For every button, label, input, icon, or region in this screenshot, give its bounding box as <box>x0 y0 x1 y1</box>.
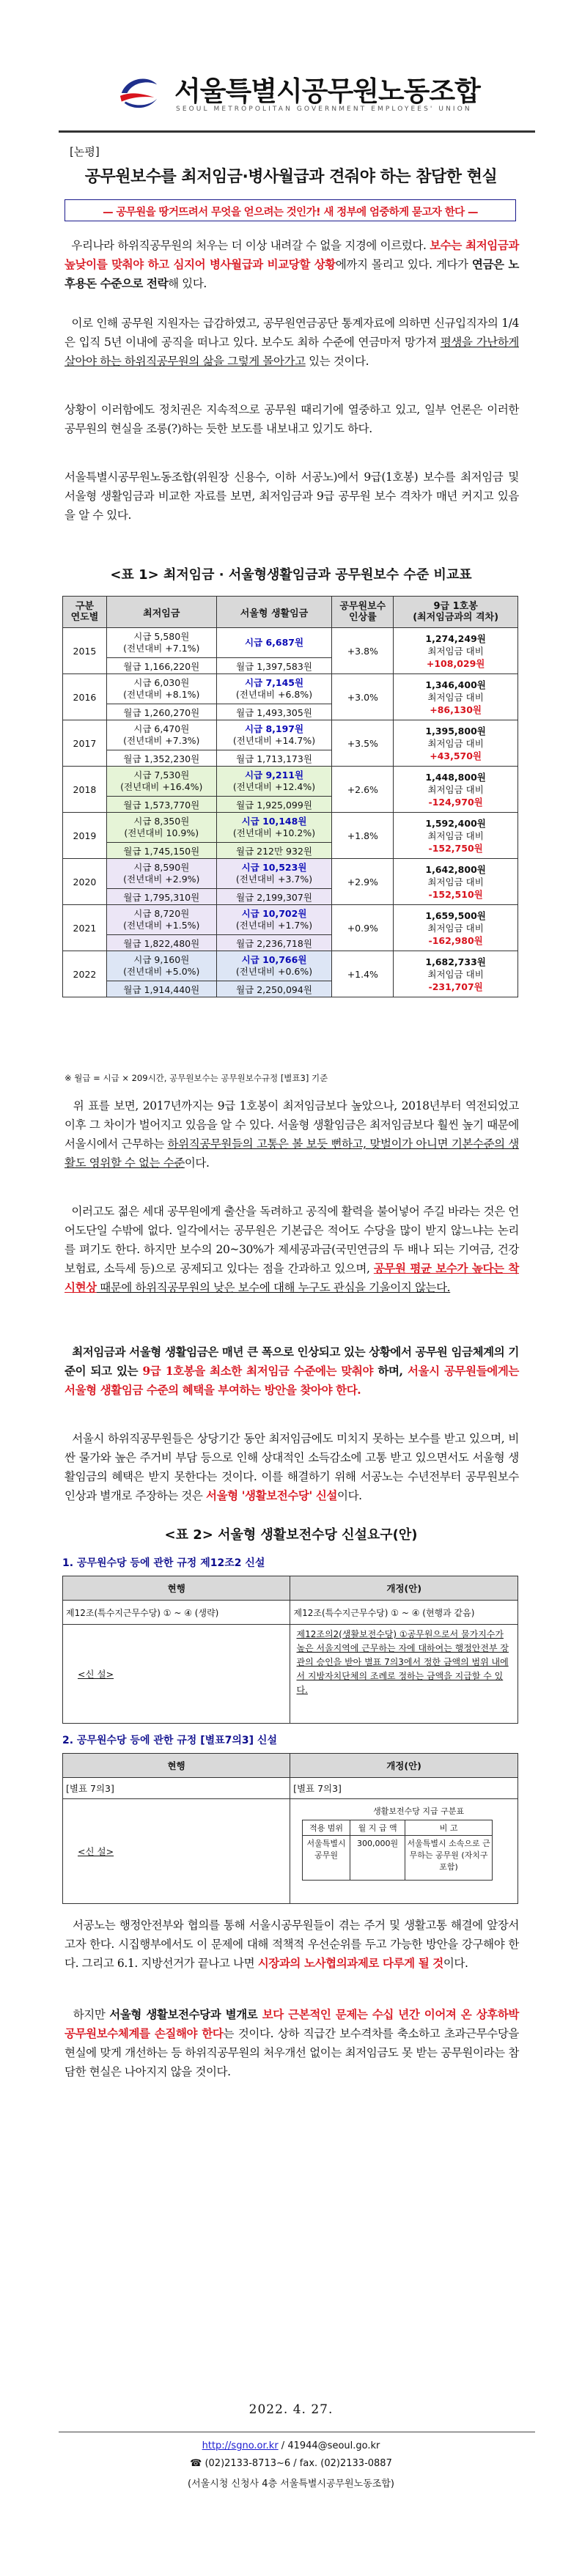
cell-year: 2018 <box>63 767 107 813</box>
table-row <box>63 951 518 981</box>
cell-year: 2021 <box>63 905 107 951</box>
cell-raise-rate: +2.9% <box>332 859 394 905</box>
cell-raise-rate: +0.9% <box>332 905 394 951</box>
allowance-table-title: 생활보전수당 지급 구분표 <box>373 1806 464 1816</box>
row3-current: [별표 7의3] <box>63 1778 290 1799</box>
cell-grade9: 1,395,800원 최저임금 대비 +43,570원 <box>394 720 518 767</box>
cell-grade9: 1,274,249원 최저임금 대비 +108,029원 <box>394 628 518 674</box>
table-row <box>63 859 518 889</box>
cell-seoul-monthly: 월급 2,199,307원 <box>216 889 332 905</box>
cell-year: 2022 <box>63 951 107 997</box>
cell-raise-rate: +3.0% <box>332 674 394 720</box>
cell-raise-rate: +1.8% <box>332 813 394 859</box>
row3-proposed: [별표 7의3] <box>290 1778 518 1799</box>
row4-proposed <box>290 1799 518 1904</box>
org-english-name: SEOUL METROPOLITAN GOVERNMENT EMPLOYEES' UNION <box>176 106 472 113</box>
cell-min-hourly: 시급 8,720원 (전년대비 +1.5%) <box>106 905 216 935</box>
cell-min-monthly: 월급 1,914,440원 <box>106 981 216 997</box>
paragraph-8: 서울시 하위직공무원들은 상당기간 동안 최저임금에도 미치지 못하는 보수를 받고 있으며, 비싼 물가와 높은 주거비 부담 등으로 인해 상대적인 소득감소에 고통 받고 있으면서도 서울형 생활임금의 혜택은 받지 못한다는 것이다. 이를 해결하기 위해 서공노는 수년전부터 공무원보수 인상과 별개로 주장하는 것은 서울형 '생활보전수당' 신설이다. <box>65 1432 519 1502</box>
table-header-row <box>63 597 518 628</box>
allowance-scope: 서울특별시 공무원 <box>303 1836 350 1881</box>
paragraph-10: 하지만 서울형 생활보전수당과 별개로 보다 근본적인 문제는 수십 년간 이어져 온 상후하박 공무원보수체계를 손질해야 한다는 것이다. 상하 직급간 보수격차를 축소하고 초과근무수당을 현실에 맞게 개선하는 등 하위직공무원의 처우개선 없이는 최저임금도 못 받는 공무원이라는 참담한 현실은 나아지지 않을 것이다. <box>65 2007 519 2078</box>
header-current-2: 현행 <box>63 1754 290 1778</box>
amendment-table-2 <box>62 1753 518 1904</box>
cell-year: 2016 <box>63 674 107 720</box>
cell-year: 2015 <box>63 628 107 674</box>
cell-seoul-monthly: 월급 2,250,094원 <box>216 981 332 997</box>
table2-title: <표 2> 서울형 생활보전수당 신설요구(안) <box>164 1527 418 1543</box>
cell-min-hourly: 시급 8,350원 (전년대비 10.9%) <box>106 813 216 843</box>
cell-grade9: 1,592,400원 최저임금 대비 -152,750원 <box>394 813 518 859</box>
cell-grade9: 1,346,400원 최저임금 대비 +86,130원 <box>394 674 518 720</box>
cell-seoul-monthly: 월급 1,493,305원 <box>216 704 332 720</box>
cell-year: 2019 <box>63 813 107 859</box>
cell-min-hourly: 시급 8,590원 (전년대비 +2.9%) <box>106 859 216 889</box>
page-title: 공무원보수를 최저임금·병사월급과 견줘야 하는 참담한 현실 <box>84 168 498 186</box>
row2-proposed: 제12조의2(생활보전수당) ①공무원으로서 물가지수가 높은 서울지역에 근무하는 자에 대하여는 행정안전부 장관의 승인을 받아 별표 7의3에서 정한 금액의 범위 내에서 지방자치단체의 조례로 정하는 금액을 지급할 수 있다. <box>290 1625 518 1724</box>
cell-min-monthly: 월급 1,573,770원 <box>106 797 216 813</box>
cell-min-hourly: 시급 9,160원 (전년대비 +5.0%) <box>106 951 216 981</box>
cell-min-monthly: 월급 1,260,270원 <box>106 704 216 720</box>
footer-address: (서울시청 신청사 4층 서울특별시공무원노동조합) <box>188 2479 394 2490</box>
allowance-h-note: 비 고 <box>405 1820 493 1836</box>
cell-min-hourly: 시급 6,030원 (전년대비 +8.1%) <box>106 674 216 704</box>
cell-raise-rate: +1.4% <box>332 951 394 997</box>
cell-seoul-hourly: 시급 6,687원 <box>216 628 332 658</box>
cell-min-hourly: 시급 5,580원 (전년대비 +7.1%) <box>106 628 216 658</box>
cell-min-hourly: 시급 7,530원 (전년대비 +16.4%) <box>106 767 216 797</box>
cell-seoul-monthly: 월급 1,397,583원 <box>216 658 332 674</box>
union-website-link[interactable]: http://sgno.or.kr <box>202 2440 279 2451</box>
footer-phone: ☎ (02)2133-8713~6 / fax. (02)2133-0887 <box>190 2458 392 2469</box>
section-1-title: 1. 공무원수당 등에 관한 규정 제12조2 신설 <box>62 1557 265 1569</box>
footer-contact <box>0 2440 582 2451</box>
row2-current: <신 설> <box>63 1625 290 1724</box>
paragraph-5: 위 표를 보면, 2017년까지는 9급 1호봉이 최저임금보다 높았으나, 2018년부터 역전되었고 이후 그 차이가 벌어지고 있음을 알 수 있다. 서울형 생활임금은 최저임금보다 훨씬 높기 때문에 서울시에서 근무하는 하위직공무원들의 고통은 볼 보듯 뻔하고, 맞벌이가 아니면 기본수준의 생활도 영위할 수 없는 수준이다. <box>65 1099 520 1170</box>
cell-raise-rate: +3.5% <box>332 720 394 767</box>
cell-grade9: 1,659,500원 최저임금 대비 -162,980원 <box>394 905 518 951</box>
cell-min-hourly: 시급 6,470원 (전년대비 +7.3%) <box>106 720 216 750</box>
cell-grade9: 1,682,733원 최저임금 대비 -231,707원 <box>394 951 518 997</box>
cell-seoul-hourly: 시급 10,148원 (전년대비 +10.2%) <box>216 813 332 843</box>
paragraph-4: 서울특별시공무원노동조합(위원장 신용수, 이하 서공노)에서 9급(1호봉) 보수를 최저임금 및 서울형 생활임금과 비교한 자료를 보면, 최저임금과 9급 공무원 보수 격차가 매년 커지고 있음을 알 수 있다. <box>65 470 519 522</box>
table-row <box>63 720 518 750</box>
header-proposed: 개정(안) <box>290 1576 518 1601</box>
cell-min-monthly: 월급 1,795,310원 <box>106 889 216 905</box>
cell-seoul-hourly: 시급 8,197원 (전년대비 +14.7%) <box>216 720 332 750</box>
header-grade9: 9급 1호봉 (최저임금과의 격차) <box>394 597 518 628</box>
row4-current: <신 설> <box>63 1799 290 1904</box>
footer-email: / 41944@seoul.go.kr <box>278 2440 380 2451</box>
header-raise-rate: 공무원보수 인상률 <box>332 597 394 628</box>
table-row <box>63 628 518 658</box>
org-name: 서울특별시공무원노동조합 <box>174 75 480 107</box>
cell-grade9: 1,448,800원 최저임금 대비 -124,970원 <box>394 767 518 813</box>
cell-seoul-monthly: 월급 1,925,099원 <box>216 797 332 813</box>
cell-seoul-hourly: 시급 10,523원 (전년대비 +3.7%) <box>216 859 332 889</box>
cell-grade9: 1,642,800원 최저임금 대비 -152,510원 <box>394 859 518 905</box>
paragraph-7: 최저임금과 서울형 생활임금은 매년 큰 폭으로 인상되고 있는 상황에서 공무원 임금체계의 기준이 되고 있는 9급 1호봉을 최소한 최저임금 수준에는 맞춰야 하며, 서울시 공무원들에게는 서울형 생활임금 수준의 혜택을 부여하는 방안을 찾아야 한다. <box>65 1345 519 1397</box>
row1-current: 제12조(특수지근무수당) ① ~ ④ (생략) <box>63 1601 290 1625</box>
header-proposed-2: 개정(안) <box>290 1754 518 1778</box>
document-date: 2022. 4. 27. <box>248 2402 334 2417</box>
paragraph-2: 이로 인해 공무원 지원자는 급감하였고, 공무원연금공단 통계자료에 의하면 신규입직자의 1/4은 입직 5년 이내에 공직을 떠나고 있다. 보수도 최하 수준에 연금마저 망가져 평생을 가난하게 살아야 하는 하위직공무원의 삶을 그렇게 몰아가고 있는 것이다. <box>65 317 519 368</box>
cell-raise-rate: +2.6% <box>332 767 394 813</box>
cell-year: 2017 <box>63 720 107 767</box>
cell-min-monthly: 월급 1,352,230원 <box>106 750 216 767</box>
cell-min-monthly: 월급 1,745,150원 <box>106 843 216 859</box>
cell-seoul-monthly: 월급 212만 932원 <box>216 843 332 859</box>
doc-tag: [논평] <box>70 145 100 158</box>
table-row <box>63 813 518 843</box>
cell-seoul-hourly: 시급 9,211원 (전년대비 +12.4%) <box>216 767 332 797</box>
header-seoul-wage: 서울형 생활임금 <box>216 597 332 628</box>
cell-seoul-hourly: 시급 10,766원 (전년대비 +0.6%) <box>216 951 332 981</box>
subtitle: — 공무원을 땅거뜨려서 무엇을 얻으려는 것인가! 새 정부에 엄중하게 묻고자 한다 — <box>103 207 478 218</box>
header-min-wage: 최저임금 <box>106 597 216 628</box>
amendment-table-1 <box>62 1576 518 1724</box>
cell-seoul-hourly: 시급 10,702원 (전년대비 +1.7%) <box>216 905 332 935</box>
header-logo <box>117 67 557 126</box>
paragraph-6: 이러고도 젊은 세대 공무원에게 출산을 독려하고 공직에 활력을 불어넣어 주길 바라는 것은 언어도단일 수밖에 없다. 일각에서는 공무원은 기본급은 적어도 수당을 많이 받지 않느냐는 논리를 펴기도 한다. 하지만 보수의 20~30%가 제세공과금(국민연금의 두 배나 되는 기여금, 건강보험료, 소득세 등)으로 공제되고 있다는 점을 간과하고 있으며, 공무원 평균 보수가 높다는 착시현상 때문에 하위직공무원의 낮은 보수에 대해 누구도 관심을 기울이지 않는다. <box>65 1205 519 1294</box>
cell-seoul-hourly: 시급 7,145원 (전년대비 +6.8%) <box>216 674 332 704</box>
table1-title: <표 1> 최저임금 · 서울형생활임금과 공무원보수 수준 비교표 <box>110 567 472 583</box>
allowance-note: 서울특별시 소속으로 근무하는 공무원 (자치구 포함) <box>405 1836 493 1881</box>
allowance-amount: 300,000원 <box>350 1836 405 1881</box>
subtitle-box <box>65 199 516 221</box>
cell-seoul-monthly: 월급 1,713,173원 <box>216 750 332 767</box>
table1-note: ※ 월급 = 시급 × 209시간, 공무원보수는 공무원보수규정 [별표3] 기준 <box>65 1073 328 1083</box>
cell-seoul-monthly: 월급 2,236,718원 <box>216 935 332 951</box>
cell-year: 2020 <box>63 859 107 905</box>
paragraph-1: 우리나라 하위직공무원의 처우는 더 이상 내려갈 수 없을 지경에 이르렀다. 보수는 최저임금과 높낮이를 맞춰야 하고 심지어 병사월급과 비교당할 상황에까지 몰리고 있다. 게다가 연금은 노후용돈 수준으로 전락해 있다. <box>65 238 519 290</box>
paragraph-9: 서공노는 행정안전부와 협의를 통해 서울시공무원들이 겪는 주거 및 생활고통 해결에 앞장서고자 한다. 시집행부에서도 이 문제에 대해 적책적 우선순위를 두고 가능한 방안을 강구해야 한다. 그리고 6.1. 지방선거가 끝나고 나면 시장과의 노사협의과제로 다루게 될 것이다. <box>65 1919 519 1970</box>
union-logo-icon <box>117 72 160 114</box>
allowance-table <box>302 1820 493 1881</box>
row1-proposed: 제12조(특수지근무수당) ① ~ ④ (현행과 같음) <box>290 1601 518 1625</box>
header-current: 현행 <box>63 1576 290 1601</box>
cell-raise-rate: +3.8% <box>332 628 394 674</box>
table-row <box>63 674 518 704</box>
section-2-title: 2. 공무원수당 등에 관한 규정 [별표7의3] 신설 <box>62 1735 277 1746</box>
header-year: 구분 연도별 <box>63 597 107 628</box>
table-row <box>63 905 518 935</box>
wage-comparison-table <box>62 596 518 997</box>
allowance-h-scope: 적용 범위 <box>303 1820 350 1836</box>
paragraph-3: 상황이 이러함에도 정치권은 지속적으로 공무원 때리기에 열중하고 있고, 일부 언론은 이러한 공무원의 현실을 조롱(?)하는 듯한 보도를 내보내고 있기도 하다. <box>65 403 519 435</box>
cell-min-monthly: 월급 1,822,480원 <box>106 935 216 951</box>
cell-min-monthly: 월급 1,166,220원 <box>106 658 216 674</box>
table-row <box>63 767 518 797</box>
allowance-h-amount: 월 지 급 액 <box>350 1820 405 1836</box>
header-divider <box>59 130 535 133</box>
